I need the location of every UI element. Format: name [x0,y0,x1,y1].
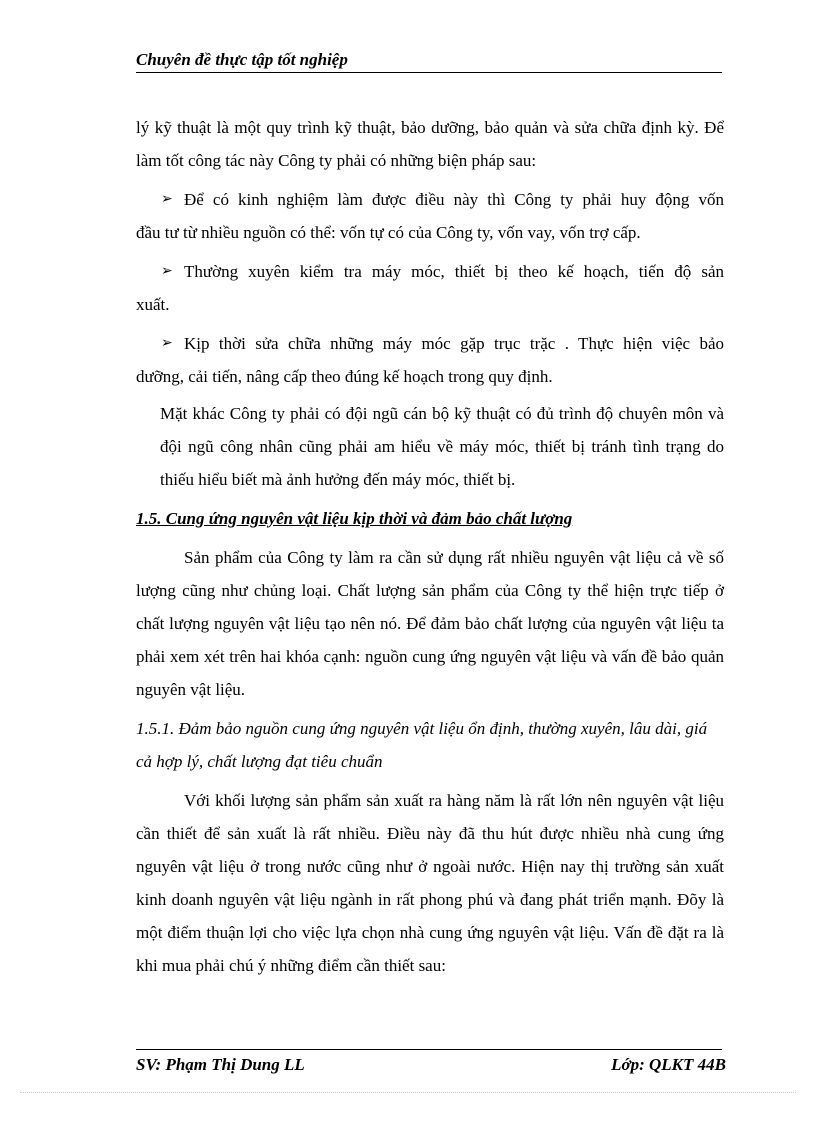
arrow-bullet-icon: ➢ [161,335,173,351]
footer-rule [136,1049,722,1050]
section-heading: 1.5. Cung ứng nguyên vật liệu kịp thời và đảm bảo chất lượng [136,509,573,528]
paragraph-3: Sản phẩm của Công ty làm ra cần sử dụng rất nhiều nguyên vật liệu cả về số lượng cũng như chủng loại. Chất lượng sản phẩm của Công ty thể hiện trực tiếp ở chất lượng nguyên vật liệu tạo nên nó. Để đảm bảo chất lượng của nguyên vật liệu ta phải xem xét trên hai khóa cạnh: nguồn cung ứng nguyên vật liệu và vấn đề bảo quản nguyên vật liệu. [136,548,724,699]
arrow-bullet-icon: ➢ [161,191,173,207]
footer-student-name: SV: Phạm Thị Dung LL [136,1055,305,1074]
bullet-item-2 [136,255,724,321]
footer-class: Lớp: QLKT 44B [611,1055,726,1074]
document-body [136,111,724,982]
bullet-item-1 [136,183,724,249]
bullet-3-line-1: Kịp thời sửa chữa những máy móc gặp trục trặc . Thực hiện việc bảo [184,334,724,353]
header-rule [136,72,722,73]
subsection-heading: 1.5.1. Đảm bảo nguồn cung ứng nguyên vật liệu ổn định, thường xuyên, lâu dài, giá cả hợp lý, chất lượng đạt tiêu chuẩn [136,719,708,771]
bullet-2-line-1: Thường xuyên kiểm tra máy móc, thiết bị theo kế hoạch, tiến độ sản [184,262,724,281]
header-title: Chuyên đề thực tập tốt nghiệp [136,50,348,69]
bullet-item-3 [136,327,724,393]
bullet-2-continuation: xuất. [136,295,170,314]
paragraph-1: lý kỹ thuật là một quy trình kỹ thuật, bảo dưỡng, bảo quản và sửa chữa định kỳ. Để làm tốt công tác này Công ty phải có những biện pháp sau: [136,118,724,170]
arrow-bullet-icon: ➢ [161,263,173,279]
paragraph-4: Với khối lượng sản phẩm sản xuất ra hàng năm là rất lớn nên nguyên vật liệu cần thiết để sản xuất là rất nhiều. Điều này đã thu hút được nhiều nhà cung ứng nguyên vật liệu ở trong nước cũng như ở ngoài nước. Hiện nay thị trường sản xuất kinh doanh nguyên vật liệu ngành in rất phong phú và đang phát triển mạnh. Đõy là một điểm thuận lợi cho việc lựa chọn nhà cung ứng nguyên vật liệu. Vấn đề đặt ra là khi mua phải chú ý những điểm cần thiết sau: [136,791,724,975]
page-bottom-edge [20,1092,796,1093]
bullet-1-continuation: đầu tư từ nhiều nguồn có thể: vốn tự có của Công ty, vốn vay, vốn trợ cấp. [136,223,641,242]
paragraph-2: Mặt khác Công ty phải có đội ngũ cán bộ kỹ thuật có đủ trình độ chuyên môn và đội ngũ công nhân cũng phải am hiểu về máy móc, thiết bị tránh tình trạng do thiếu hiểu biết mà ảnh hưởng đến máy móc, thiết bị. [160,404,724,489]
bullet-1-line-1: Để có kinh nghiệm làm được điều này thì Công ty phải huy động vốn [184,190,724,209]
bullet-3-continuation: dưỡng, cải tiến, nâng cấp theo đúng kế hoạch trong quy định. [136,367,553,386]
